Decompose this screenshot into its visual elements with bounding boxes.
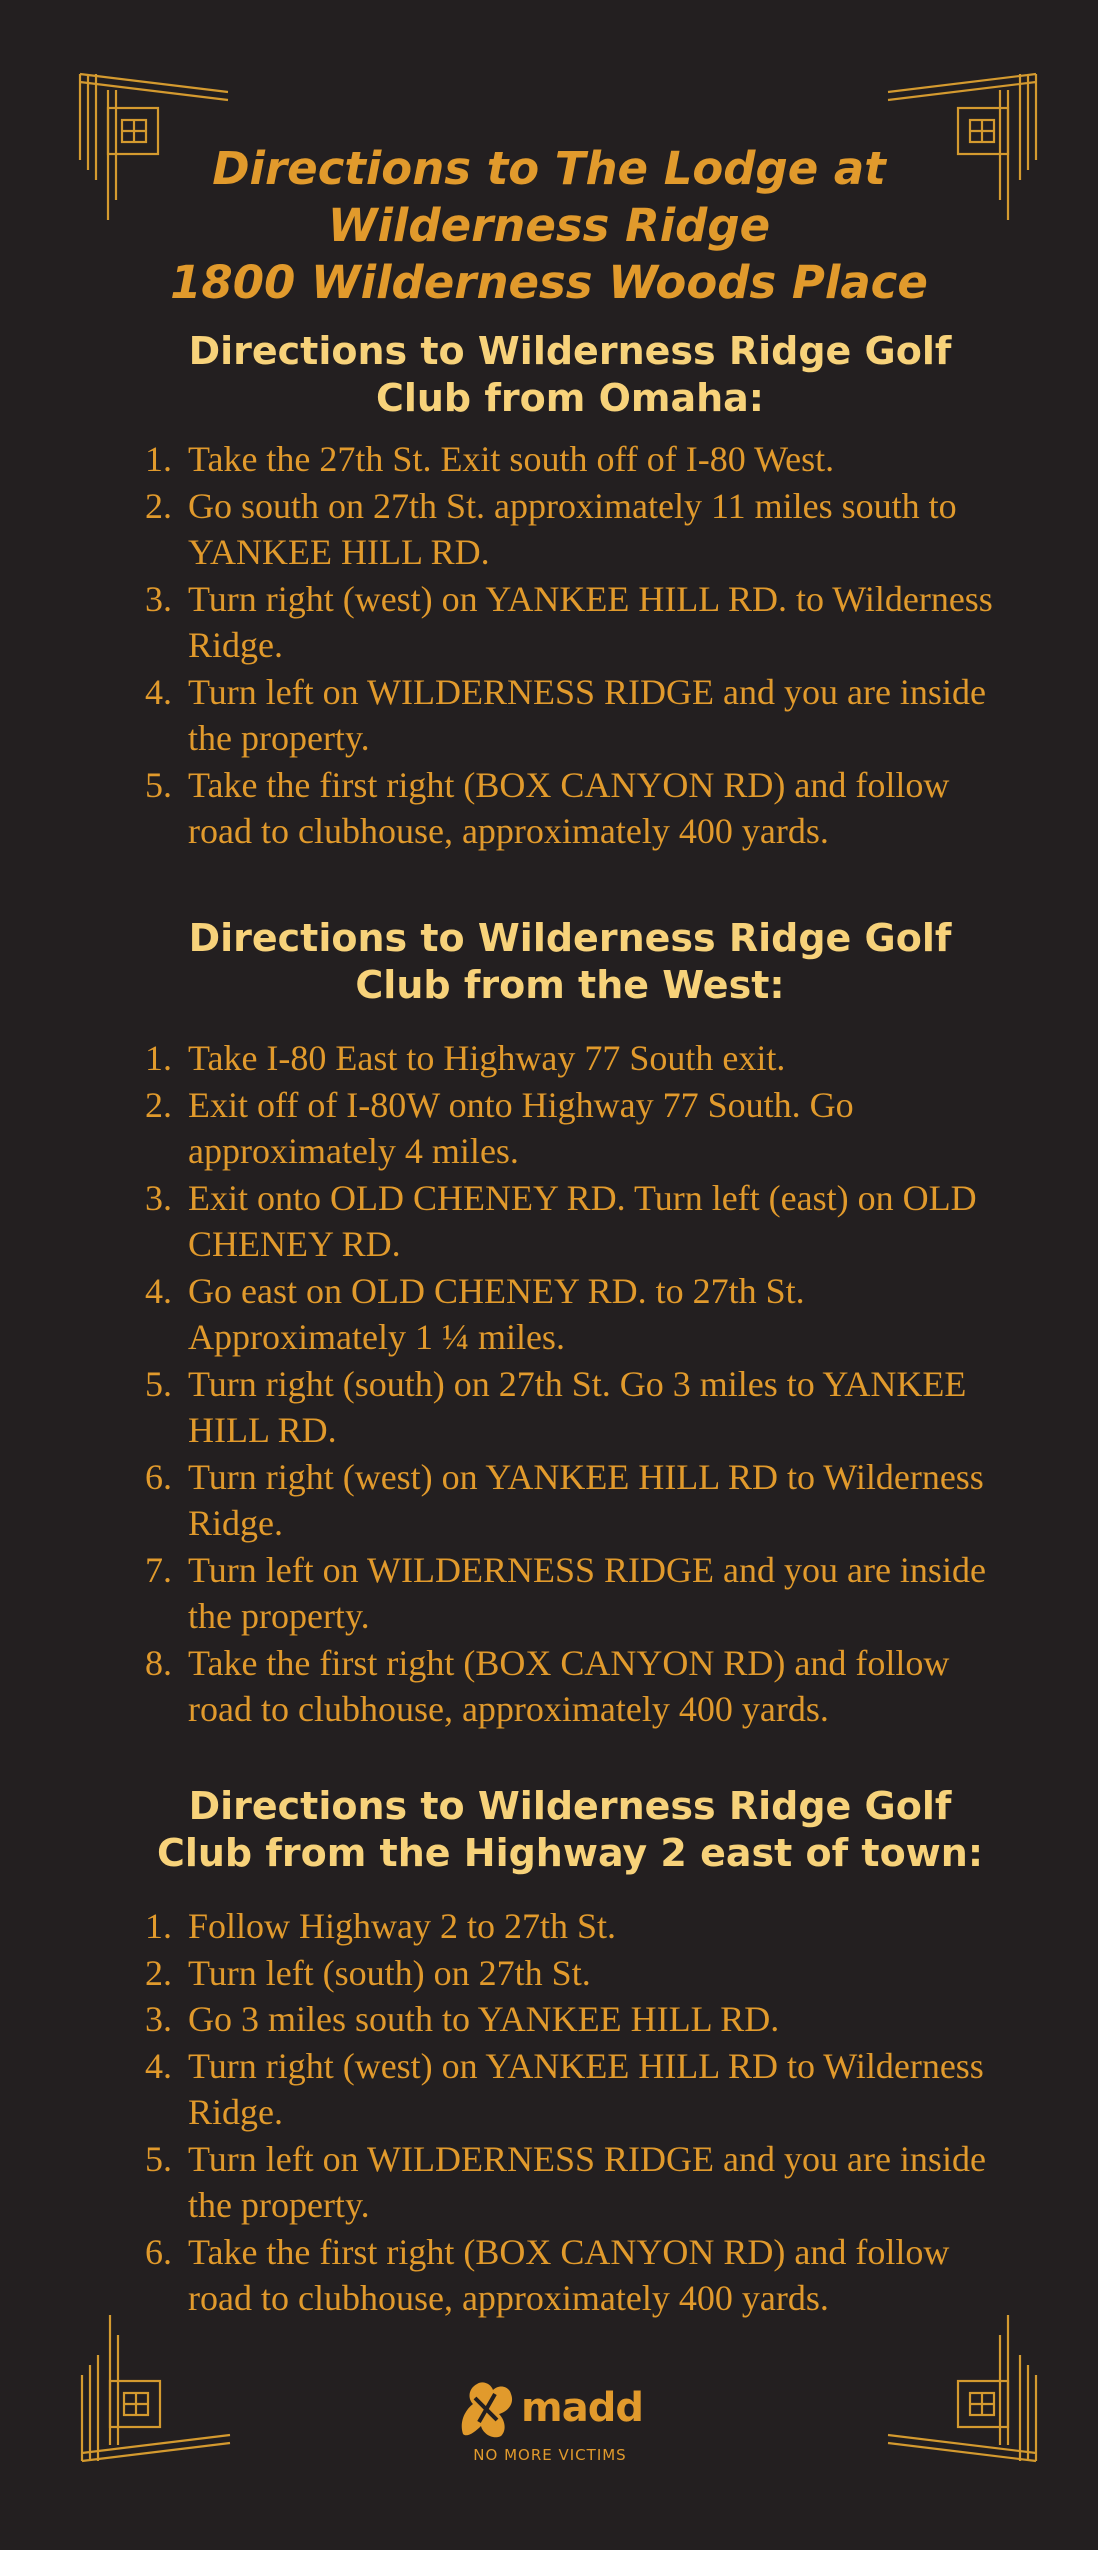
step-text: Turn left on WILDERNESS RIDGE and you are inside the property. (188, 1549, 986, 1636)
list-item (145, 669, 995, 762)
list-item (145, 576, 995, 669)
step-number: 3. (145, 1999, 172, 2039)
list-item (145, 1903, 995, 1950)
section-heading (145, 915, 995, 1009)
step-text: Go south on 27th St. approximately 11 miles south to YANKEE HILL RD. (188, 485, 957, 572)
title-line-1: Directions to The Lodge at (212, 142, 886, 195)
step-number: 8. (145, 1642, 172, 1683)
page-title (0, 140, 1098, 311)
madd-logo-icon (457, 2376, 517, 2440)
list-item (145, 1547, 995, 1640)
list-item (145, 2043, 995, 2136)
directions-section-highway-2 (145, 1783, 995, 2322)
list-item (145, 1082, 995, 1175)
step-number: 5. (145, 2138, 172, 2179)
list-item (145, 436, 995, 483)
step-text: Turn left on WILDERNESS RIDGE and you are inside the property. (188, 671, 986, 758)
step-number: 6. (145, 1456, 172, 1497)
step-number: 2. (145, 1952, 172, 1993)
step-number: 3. (145, 1177, 172, 1218)
step-text: Turn left (south) on 27th St. (188, 1952, 591, 1993)
step-text: Take the first right (BOX CANYON RD) and follow road to clubhouse, approximately 400 yards. (188, 1642, 950, 1729)
step-number: 1. (145, 1906, 172, 1946)
list-item (145, 1268, 995, 1361)
step-number: 2. (145, 485, 172, 526)
step-number: 5. (145, 1363, 172, 1404)
list-item (145, 1361, 995, 1454)
list-item (145, 1175, 995, 1268)
steps-list (145, 1035, 995, 1733)
steps-list (145, 436, 995, 855)
step-text: Exit off of I-80W onto Highway 77 South. Go approximately 4 miles. (188, 1084, 854, 1171)
section-heading-line-2: Club from Omaha: (375, 376, 765, 420)
step-text: Turn right (west) on YANKEE HILL RD to Wilderness Ridge. (188, 2045, 984, 2132)
step-text: Go 3 miles south to YANKEE HILL RD. (188, 1999, 780, 2039)
section-heading-line-2: Club from the Highway 2 east of town: (156, 1831, 984, 1875)
step-number: 5. (145, 764, 172, 805)
madd-logo (440, 2372, 660, 2464)
logo-top-row (440, 2372, 660, 2444)
section-heading-line-1: Directions to Wilderness Ridge Golf (188, 329, 952, 373)
list-item (145, 2136, 995, 2229)
step-number: 3. (145, 578, 172, 619)
corner-ornament-bottom-left-icon (80, 2305, 240, 2465)
step-text: Take the first right (BOX CANYON RD) and follow road to clubhouse, approximately 400 yards. (188, 2231, 950, 2318)
list-item (145, 1640, 995, 1733)
step-number: 7. (145, 1549, 172, 1590)
section-heading-line-1: Directions to Wilderness Ridge Golf (188, 1784, 952, 1828)
step-text: Turn right (west) on YANKEE HILL RD to Wilderness Ridge. (188, 1456, 984, 1543)
directions-section-west (145, 915, 995, 1733)
corner-ornament-bottom-right-icon (878, 2305, 1038, 2465)
step-text: Turn right (west) on YANKEE HILL RD. to Wilderness Ridge. (188, 578, 993, 665)
step-number: 4. (145, 671, 172, 712)
directions-section-omaha (145, 328, 995, 855)
list-item (145, 1950, 995, 1997)
step-text: Take the 27th St. Exit south off of I-80 West. (188, 439, 835, 479)
list-item (145, 2229, 995, 2322)
steps-list (145, 1903, 995, 2322)
logo-tagline: NO MORE VICTIMS (473, 2446, 627, 2464)
title-line-2: Wilderness Ridge (327, 199, 771, 252)
logo-wordmark: madd (521, 2385, 643, 2431)
list-item (145, 1035, 995, 1082)
title-line-3: 1800 Wilderness Woods Place (170, 256, 928, 309)
list-item (145, 483, 995, 576)
step-number: 1. (145, 1038, 172, 1078)
step-text: Turn right (south) on 27th St. Go 3 miles to YANKEE HILL RD. (188, 1363, 967, 1450)
step-text: Follow Highway 2 to 27th St. (188, 1906, 617, 1946)
section-heading (145, 328, 995, 422)
step-number: 1. (145, 439, 172, 479)
step-number: 2. (145, 1084, 172, 1125)
section-heading-line-1: Directions to Wilderness Ridge Golf (188, 916, 952, 960)
step-text: Take I-80 East to Highway 77 South exit. (188, 1038, 786, 1078)
step-number: 4. (145, 1270, 172, 1311)
step-text: Turn left on WILDERNESS RIDGE and you are inside the property. (188, 2138, 986, 2225)
list-item (145, 762, 995, 855)
step-text: Go east on OLD CHENEY RD. to 27th St. Approximately 1 ¼ miles. (188, 1270, 805, 1357)
section-heading-line-2: Club from the West: (355, 963, 785, 1007)
step-number: 6. (145, 2231, 172, 2272)
step-text: Take the first right (BOX CANYON RD) and follow road to clubhouse, approximately 400 yards. (188, 764, 950, 851)
step-number: 4. (145, 2045, 172, 2086)
step-text: Exit onto OLD CHENEY RD. Turn left (east) on OLD CHENEY RD. (188, 1177, 977, 1264)
section-heading (145, 1783, 995, 1877)
list-item (145, 1996, 995, 2043)
list-item (145, 1454, 995, 1547)
